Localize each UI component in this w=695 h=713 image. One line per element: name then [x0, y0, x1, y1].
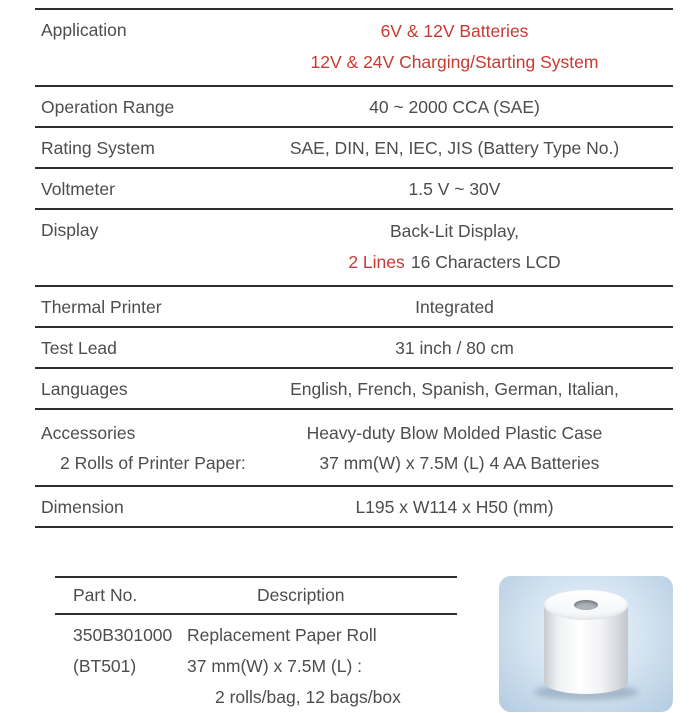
part-number: 350B301000: [73, 625, 173, 645]
part-description: Replacement Paper Roll: [187, 625, 377, 645]
display-line1: Back-Lit Display,: [389, 221, 520, 241]
part-description: 37 mm(W) x 7.5M (L) :: [187, 656, 363, 676]
spec-label: Operation Range: [41, 97, 175, 117]
part-number: [55, 682, 187, 713]
spec-label: Thermal Printer: [41, 297, 162, 317]
spec-label: Dimension: [41, 497, 124, 517]
paper-roll-top: [544, 590, 628, 620]
spec-value: [236, 216, 673, 278]
spec-label: Application: [41, 20, 127, 40]
accessories-sub-label: 2 Rolls of Printer Paper:: [60, 453, 246, 473]
part-number: (BT501): [73, 656, 137, 676]
spec-label: Rating System: [41, 138, 155, 158]
spec-label: Languages: [41, 379, 128, 399]
spec-value: English, French, Spanish, German, Italian,: [290, 379, 619, 399]
paper-roll-image: [544, 590, 628, 698]
spec-row-operation-range: [35, 85, 673, 126]
spec-row-rating-system: [35, 126, 673, 167]
spec-value: Heavy-duty Blow Molded Plastic Case: [306, 423, 603, 443]
spec-label: Accessories: [41, 423, 136, 443]
header-description: Description: [257, 585, 345, 605]
spec-row-application: [35, 8, 673, 85]
display-line2: [236, 247, 673, 278]
parts-row: [55, 615, 457, 651]
spec-value: [236, 16, 673, 78]
parts-row: [55, 682, 457, 713]
spec-value: L195 x W114 x H50 (mm): [355, 497, 554, 517]
spec-row-languages: [35, 367, 673, 408]
application-line1: 6V & 12V Batteries: [380, 21, 529, 41]
accessories-line1: [35, 416, 673, 448]
part-description: 2 rolls/bag, 12 bags/box: [215, 687, 401, 707]
spec-label: Voltmeter: [41, 179, 115, 199]
spec-row-thermal-printer: [35, 285, 673, 326]
header-part-no: Part No.: [73, 585, 138, 605]
accessories-sub-value: 37 mm(W) x 7.5M (L) 4 AA Batteries: [319, 453, 600, 473]
spec-label: Display: [41, 220, 99, 240]
spec-row-dimension: [35, 485, 673, 528]
spec-row-display: [35, 208, 673, 285]
accessories-line2: [35, 448, 673, 478]
spec-label: Test Lead: [41, 338, 117, 358]
display-line2-highlight: 2 Lines: [348, 252, 405, 272]
paper-roll-core-hole: [574, 600, 598, 610]
parts-table-header: [55, 576, 457, 615]
spec-value: SAE, DIN, EN, IEC, JIS (Battery Type No.): [289, 138, 620, 158]
display-line2-rest: 16 Characters LCD: [410, 252, 561, 272]
spec-value: 40 ~ 2000 CCA (SAE): [369, 97, 540, 117]
spec-row-test-lead: [35, 326, 673, 367]
spec-value: Integrated: [415, 297, 494, 317]
application-line2: 12V & 24V Charging/Starting System: [310, 52, 599, 72]
parts-row: [55, 651, 457, 682]
bottom-section: [35, 576, 673, 713]
spec-row-accessories: [35, 408, 673, 485]
spec-table: [35, 8, 673, 528]
spec-row-voltmeter: [35, 167, 673, 208]
parts-table: [55, 576, 457, 713]
spec-value: 1.5 V ~ 30V: [408, 179, 501, 199]
paper-roll-photo: [499, 576, 673, 712]
spec-value: 31 inch / 80 cm: [395, 338, 514, 358]
